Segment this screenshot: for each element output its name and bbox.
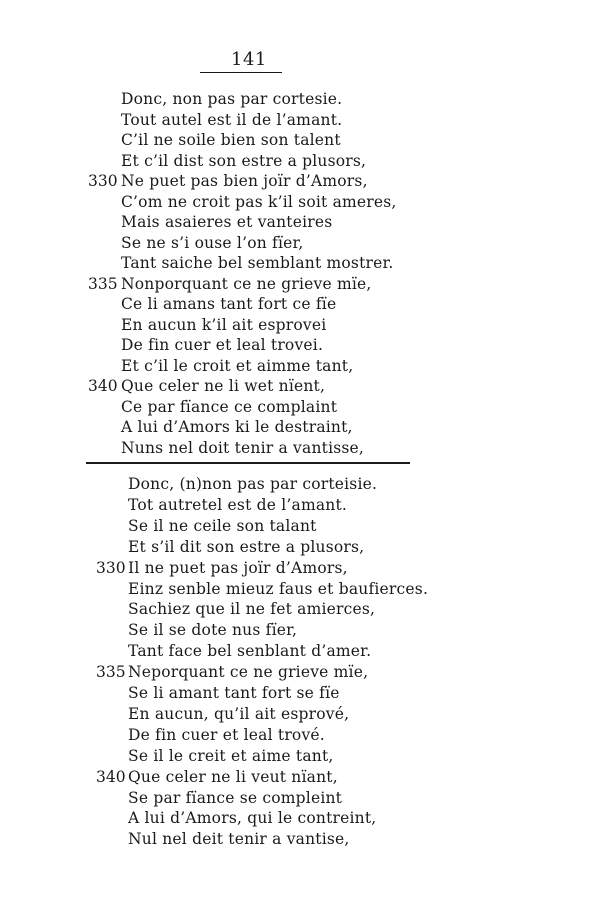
section-divider — [86, 462, 410, 464]
line-number: 335 — [88, 274, 118, 293]
verse-line: Et c’il le croit et aimme tant, — [121, 356, 354, 375]
verse-line: En aucun, qu’il ait esprové, — [128, 704, 350, 723]
verse-line: Nul nel deit tenir a vantise, — [128, 830, 350, 849]
verse-line: Nuns nel doit tenir a vantisse, — [121, 438, 365, 457]
verse-line: Ce par fïance ce complaint — [121, 397, 338, 416]
verse-line: Ne puet pas bien joïr d’Amors, — [121, 172, 368, 190]
verse-line: Donc, (n)non pas par corteisie. — [128, 475, 378, 493]
verse-line: Se il se dote nus fïer, — [128, 621, 298, 640]
verse-line: Tot autretel est de l’amant. — [128, 495, 348, 514]
page-number-rule — [200, 72, 282, 73]
line-number: 335 — [96, 663, 126, 682]
verse-line: Que celer ne li veut nïant, — [128, 767, 338, 786]
verse-line: Tant saiche bel semblant mostrer. — [121, 254, 394, 272]
line-number: 340 — [96, 767, 126, 786]
verse-line: Il ne puet pas joïr d’Amors, — [128, 558, 348, 577]
verse-line: A lui d’Amors ki le destraint, — [121, 418, 353, 436]
verse-line: Einz senble mieuz faus et baufierces. — [128, 579, 429, 598]
verse-line: C’om ne croit pas k’il soit ameres, — [121, 192, 397, 211]
verse-line: Que celer ne li wet nïent, — [121, 377, 326, 395]
verse-line: De fin cuer et leal trové. — [128, 725, 325, 744]
verse-line: Sachiez que il ne fet amierces, — [128, 600, 376, 619]
verse-line: Se ne s’i ouse l’on fïer, — [121, 233, 304, 252]
page-number: 141 — [231, 49, 267, 70]
verse-line: Donc, non pas par cortesie. — [121, 90, 343, 108]
verse-line: A lui d’Amors, qui le contreint, — [128, 809, 377, 828]
line-number: 340 — [88, 377, 118, 395]
verse-line: C’il ne soile bien son talent — [121, 131, 341, 149]
verse-line: Se par fïance se compleint — [128, 788, 343, 807]
verse-line: Se il ne ceile son talant — [128, 516, 317, 535]
verse-line: En aucun k’il ait esprovei — [121, 315, 327, 334]
line-number: 330 — [96, 558, 126, 577]
line-number: 330 — [88, 172, 118, 190]
verse-line: Nonporquant ce ne grieve mïe, — [121, 274, 372, 293]
verse-line: Tant face bel senblant d’amer. — [128, 642, 372, 661]
verse-line: Mais asaieres et vanteires — [121, 213, 333, 231]
verse-line: Tout autel est il de l’amant. — [121, 110, 343, 129]
verse-line: Se li amant tant fort se fïe — [128, 684, 340, 702]
verse-line: De fin cuer et leal trovei. — [121, 336, 324, 354]
verse-line: Se il le creit et aime tant, — [128, 746, 334, 765]
verse-line: Neporquant ce ne grieve mïe, — [128, 663, 369, 682]
verse-line: Ce li amans tant fort ce fïe — [121, 295, 337, 313]
verse-line: Et c’il dist son estre a plusors, — [121, 151, 367, 170]
verse-line: Et s’il dit son estre a plusors, — [128, 537, 365, 556]
